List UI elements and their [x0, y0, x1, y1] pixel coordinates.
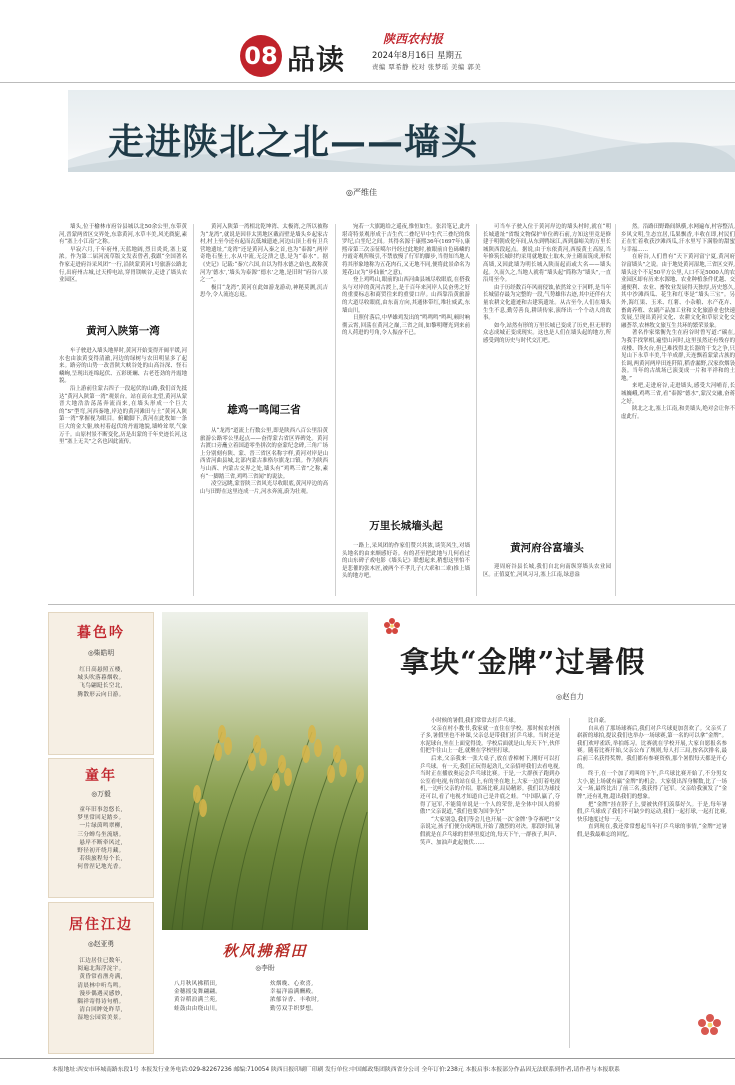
- subheading-1: 黄河入陕第一湾: [86, 325, 160, 337]
- poem-line: 漫步偶遇灵感妙,: [79, 990, 123, 997]
- poem-lines-4a: [174, 980, 264, 1013]
- column-divider: [335, 224, 336, 596]
- column-divider: [193, 224, 194, 596]
- poem-title-3: 居住江边: [69, 917, 133, 933]
- story2-col-1: [420, 718, 560, 847]
- paper-name: 陕西农村报: [383, 32, 444, 46]
- paragraph: 自从看了那场球赛后,我们对乒乓球更加喜欢了。父亲买了崭新的球拍,提议我们也举办一场球赛,第一名的可以拿“金牌”。我们欢呼雀跃,举拍练习。比赛就在学校开展,大家自愿报名参赛。随着比赛开始,父亲公布了规则,每人打三局,按名次排名,最后前三名获得奖牌。我们都有参赛资格,那个暑假每天都是开心的。: [577, 725, 727, 770]
- poem-line: 红日高悬照五楼,: [79, 667, 123, 673]
- paragraph: 可当车子驶入位于黄河岸边的墙头村时,就在“明长城遗址”省级文物保护单位碑石前,方知这里竟是修建于明朝成化年间,从东到鸭绿江,西到嘉峪关的万里长城陕西段起点。据说,由于东依黄河,西接黄土高原,当年修筑长城时约采用就地取土取木,夯土砌而筑成,形似高墙,又因此墙为明长城入陕而起而或大名——墙头起。久而久之,当地人就将“墙头起”简称为“墙头”,一直沿用至今。: [483, 224, 611, 284]
- paragraph: 比自豪。: [588, 718, 610, 724]
- footer-divider: [0, 1058, 735, 1059]
- poem-line: 金穗摇曳舞翩翩。: [174, 989, 222, 996]
- article-col-5: [621, 224, 735, 421]
- paragraph: 凌空远眺,蒙晋陕三省风光尽收眼底,黄河岸边的高山与田野在这里连成一片,河水奔流,蔚为壮观。: [200, 481, 328, 495]
- poem-line: 八月秋风拂稻田,: [174, 981, 218, 987]
- main-title: 走进陕北之北——墙头: [108, 121, 479, 163]
- article-col-3: [342, 224, 470, 338]
- header-date: 2024年8月16日 星期五: [372, 50, 463, 60]
- article-col-4: [483, 224, 611, 346]
- paragraph: “大家别急,我们等会儿也开展一次‘金牌’争夺赛吧!”父亲说完,孩子们便分成两组,开始了激烈的对决。那段时间,暑假就是在乒乓球的世界里度过的,每天下午,一群孩子,叫声、笑声、加油声此起彼伏……: [420, 816, 560, 846]
- paragraph: 迎周府谷县长城,我们自北向南纵穿墙头农业园区。正值夏忙,河风习习,塞上江南,绿意盎: [483, 564, 611, 578]
- plum-flower-icon: [382, 616, 402, 636]
- paragraph: 如今,站然有形的万里长城已变成了历史,但无形的众志成城正变成现实。这也是人们在墙头起的地方,所感受到的历史与时代交汇吧。: [483, 322, 611, 344]
- paragraph: 早寂六月,千年府州,天蓝地阔,烈日炎炎,塞上夏浓。作为第二届河流草版文发表曾者,我跟“全国著名作家走进府谷采风团”一行,沿陕蒙黄河1号旅游公路北行,出府州古城,过天桥电站,穿胃镁峡谷,走进了墙头农业园区。: [59, 246, 187, 284]
- paragraph: 极目“龙湾”,黄河在此如游龙游动,神秘莫测,沉吉思今,令人流连忘返。: [200, 284, 328, 299]
- poem-title-4: 秋风拂稻田: [222, 942, 308, 960]
- header-editors: 责编 覃希静 校对 张梦瑶 美编 郭美: [372, 63, 482, 71]
- poem-lines-3: [48, 957, 154, 1023]
- article-col-1b: [59, 348, 187, 447]
- poem-line: 悬岸不断牵风过,: [79, 839, 123, 846]
- paragraph: 登上鸡鸣山,眼前的山西河曲县城尽收眼底,在搭我头与对岸的黄河古渡上,是千百年来河岸人民奋勇之好的重要标志和商贸往来的重要口岸。山西靠沿黄旅游的大道尽收眼底,由东南方向,其通体带红,堆壮威武,东墙山川。: [342, 277, 470, 314]
- column-divider: [569, 718, 570, 1048]
- footer-text: 本报地址:西安市环城南路东段1号 本报发行业务电话:029-82267236 邮编:710054 陕西日报印刷厂印刷 发行单位:中国邮政集团陕西省分公司 全年订价:238元 本报启事:本报部分作品因无法联系到作者,请作者与本报联系: [52, 1067, 620, 1073]
- poem-author-4: ◎李盼: [255, 964, 275, 972]
- poem-line: 蛙鼓由由绕山川。: [174, 1005, 222, 1012]
- poem-title-1: 暮色吟: [77, 625, 125, 641]
- poem-line: 隅祥寄得诗句梢。: [77, 999, 125, 1006]
- paragraph: 后来,父亲我来一张大桌子,放在香樟树下,刚好可以打乒乓球。有一天,我们正玩得起劲儿,父亲招呼我们去看电视,当时正在播放奥运会乒乓球比赛。于是,一大群孩子跑到办公室看电视,有的站在桌上,有的坐在地上,大家一边盯着电视机,一边听父亲的介绍。那场比赛,局局精彩。我们以为球技还可以,看了电视才知道自己是井底之蛙。“中国队赢了,夺得了冠军,不能简单说是一个人的荣誉,是全体中国人的骄傲!”父亲说道,“我们也要为国争光!”: [420, 755, 560, 816]
- paragraph: 日照付落后,中华雄鸡发出的“鸣鸣鸣”鸣叫,顿时响彻云霄,回荡在黄河之巅,三省之间,如黎明曙光到来前的人荷进的号角,令人振奋不已。: [342, 315, 470, 337]
- subheading-4: 黄河府谷富墙头: [510, 542, 584, 554]
- poem-line: 童年旧事忽悠长,: [79, 807, 123, 813]
- poem-line: 湿地公园赏美景。: [77, 1015, 125, 1022]
- poem-lines-1: [48, 666, 154, 699]
- poem-lines-4b: [270, 980, 362, 1013]
- paragraph: 沿上游前往蒙古四子一段起伏的山路,我们首先抵达“黄河入陕第一湾”观景台。站在高台北望,黄河从蒙晋大地浩浩荡荡奔流而来,在墙头形成一个巨大的“S”型弯,河西秦地,岸边的黄河滩田与土“黄河入陕第一湾”掌握视为眼目。俯瞰脚下,黄河在此牧如一条巨大的金大躯,映衬着起伏的丹霞地貌,墙岭耸翠,气象万千。山原村景不断变化,历是出蒙的千年史迹长河,这里“塞上无关”之名也因此流传。: [59, 385, 187, 446]
- poem-author-1: ◎柴皓明: [87, 649, 115, 657]
- poem-line: 清晨林中听鸟鸣。: [77, 982, 125, 989]
- main-author: ◎严维佳: [346, 188, 377, 197]
- poem-title-2: 童年: [85, 768, 117, 784]
- poem-author-3: ◎赵亚勇: [87, 940, 115, 948]
- poem-line: 江边居住已数年,: [79, 958, 123, 964]
- paragraph: 把“金牌”挂在脖子上,要被伙伴们羡慕好久。于是,每年暑假,乒乓球成了我们不可缺少的运动,我们一起打球,一起打比赛,快乐地度过每一天。: [577, 801, 727, 823]
- story2-author: ◎赵自力: [556, 692, 584, 701]
- story2-col-2: [577, 718, 727, 840]
- poem-line: 阅遍北海浮淀宇。: [77, 966, 125, 973]
- paragraph: 墙头,位于榆林市府谷县城以北50余公里,东带黄河,晋蒙两省区交界处,东靠黄河,水草丰美,风光旖旎,素有“塞上小江南”之称。: [59, 224, 187, 246]
- paragraph: 陕北之北,塞上江南,和美墙头,绝对会让你不虚此行。: [621, 406, 735, 420]
- paragraph: 在府谷,人们曾有“天下黄河富宁夏,黄河府谷富墙头”之说。由于地处黄河湿地,三省区交界,墙头这个不足50平方公里,人口不足5000人的农业园区却有历来水源地、农业种植条件优越、交通便利、农业、畜牧业发展得天独厚,历史悠久,其中沙滩西瓜、花生和红枣是“墙头三宝”。另外,海红果、玉米、红薯、小杂粮、水产花卉、畜禽养殖、农副产品加工业和文化旅游业也快速发展,呈现出黄河文化、农耕文化和草原文化交融荟萃,农林牧文旅互生共环的繁荣景象。: [621, 254, 735, 329]
- article-col-3b: [342, 543, 470, 581]
- subheading-3: 万里长城墙头起: [369, 520, 443, 532]
- rice-field-image: [162, 612, 368, 930]
- poem-line: 何曾涅记地光香。: [77, 864, 125, 871]
- poem-line: 幸福洋溢满酬殿。: [270, 989, 318, 996]
- paragraph: 著名作家梁衡先生在府谷时曾写道:“碳在,为我手找掌相,遍望山河时,这里虽然还有残存的戎楼、锋火台,但已难找得北长器的干戈之争,只见山下永草丰美,牛羊成群,天连飘着蒙蒙古族的长调,两黄河两岸田连阡陌,稻香漏野,汉家炊烟袅袅。当年的古战场已演变成一片和平祥和的土地。”: [621, 330, 735, 382]
- poem-line: 腾散形云向日游。: [77, 691, 125, 698]
- paragraph: 宛若一大旗跑给之遥夜,惟恒如生。张岩笔记,此丹堪奇特景观形成于吉生代二叠纪早中生代三叠纪的侏罗纪,白垩纪之间。其得名源于康熙36年(1697年),康熙帝第三次亲征噶尔丹经过此地时,被眼前自色砾嶙的丹霞奇观所吸引,不禁放慢了行军的脚步,当得知当地人将其形象地称为五花肉石,又无地不同,便将此景命名为莲花山(为“步仙嵌”之意)。: [342, 224, 470, 276]
- section-divider: [48, 604, 735, 605]
- paragraph: 父亲在村小教书,我家就一直住在学校。那时候农村孩子多,暑假里也不补课,父亲总是带我们打乒乓球。当时还是水泥球台,坐在上面觉得烫。学校后面就是山,每天下午,伙伴们把牛往山上一赶,就聚在学校里打球。: [420, 725, 560, 755]
- page-number-badge: [240, 35, 282, 77]
- poem-line: 一片绿茵鸣翠柳,: [79, 823, 123, 830]
- paragraph: 车子驶进入墙头地界时,黄河开始变得开阔平缓,河水也由浊黄变得清澈,河边的绿树与农田明显多了起来。路旁的山势一改晋陕大峡谷处的山高谷深、怪石嶙峋,呈现出连绵起伏、五彩斑斓、古老苍劲的丹霞地貌。: [59, 348, 187, 385]
- column-divider: [476, 224, 477, 596]
- page-number: 08: [240, 35, 282, 77]
- article-col-2b: [200, 428, 328, 496]
- poem-line: 飞鸟翩跹长空北,: [79, 683, 123, 690]
- poem-line: 黄谷稻浪满兰苑,: [174, 997, 218, 1004]
- story2-title: 拿块“金牌”过暑假: [400, 645, 646, 679]
- poem-line: 勤劳双手织梦想。: [270, 1005, 318, 1012]
- poem-line: 炊烟晚、心欢喜,: [270, 981, 314, 987]
- paragraph: 黄河入陕第一湾相北乾坤湾、太极湾,之所以被称为“龙湾”,就说是因非太黑地区戴而壁是墙头乡起家古村,村上至今还有起而瓦低城遗迹,河边山顶上看有卫兵营地遗址,“龙湾”还是黄河入秦之首,也为“泰源”,两岸奇绝石堡土,水从中流,无泛溃之患,是为“泰水”。据《史记》记载:“秦穴六国,自以为得水德之始也,故称黄河为‘德水’,‘墙头为泰源’‘德水’之地,是旧时“府谷八景之一”。: [200, 224, 328, 284]
- poem-lines-2: [48, 806, 154, 872]
- poem-line: 城头吹落暮烟收。: [77, 675, 125, 682]
- paragraph: 然。沿路田野路间纵横,水网遍布,村容整洁,乡风文明,生态宜居,瓜果飘香,丰收在即,村民们正在忙着收获沙滩西瓜,汗水里写下满脸的甜蜜与幸福……: [621, 224, 735, 253]
- paragraph: 终于,在一个加了鸡叫的下午,乒乓球比赛开始了,不分男女大小,能上场就有赢“金牌”的机会。大家使出浑身解数,比了一场又一场,最终比出了前三名,我获得了冠军。父亲给我颁发了“金牌”,还有礼物,超出我们的想象。: [577, 771, 727, 800]
- subheading-2: 雄鸡一鸣闻三省: [227, 404, 301, 416]
- paragraph: 由于历经数百年风雨侵蚀,依然耸立于河畔,是当年长城留存最为完整的一段,气势雄伟古迹,其中还伴有大量农耕文化遗迹和古建筑遗址。从古至今,人们在墙头生生不息,勤劳善良,耕读传家,演绎出一个个动人的故事。: [483, 284, 611, 322]
- poem-line: 清白回眸处昨草,: [79, 1007, 123, 1014]
- article-col-1: [59, 224, 187, 285]
- paragraph: 直到现在,我还常常想起当年打乒乓球的事情,“金牌”过暑假,是我最难忘的回忆。: [577, 824, 727, 838]
- flower-decoration-icon: [690, 1010, 730, 1040]
- paragraph: 小时候的暑假,我们常常去打乒乓球。: [431, 718, 519, 724]
- article-col-2: [200, 224, 328, 300]
- poem-line: 浓郁谷香、丰收时,: [270, 997, 320, 1004]
- paragraph: 从“龙湾”道流上行数公里,即是陕西八百公里沿黄旅游公路零公里起点——奋得蒙古省区界碑处。黄河古渡口旁矗立着国道零坐拼次的奋蒙纪念碑,三角广场上分别刻有陕、蒙、晋三省区名称字样,黄河对岸是山西省河曲县城,北部内蒙古准格尔旗龙口镇。作为陕西与山西、内蒙古交界之处,墙头有“鸡鸣三省”之称,素有“一脚踏三省,鸡鸣三省闻”的说法。: [200, 428, 328, 480]
- paragraph: 一路上,采风团的作家们赞兴其浓,谈笑风生,对墙头地名的由来颇感好奇。有的甚至把此地与几何看过的山东碑子戏电影《墙头记》联想起来,稍想这里怕不是悲催的张木匠,被两个不孝儿子(大乖和二乖)推上墙头的地方吧。: [342, 543, 470, 580]
- poem-line: 野径初开绕月藏。: [77, 848, 125, 855]
- poem-line: 梦里常回足踏乡。: [77, 815, 125, 822]
- article-col-4b: [483, 564, 611, 579]
- poem-author-2: ◎万毅: [91, 790, 111, 798]
- rice-stalks: [162, 612, 368, 930]
- poem-line: 若续旅程每个长,: [79, 856, 123, 863]
- poem-line: 三分蝉鸟坐流塘。: [77, 831, 125, 838]
- paragraph: 来吧,走进府谷,走进墙头,感受大河哺育,长城巍峨,鸡鸣三省,看“泰源”德水”,蒙汉交融,奋蒋之好。: [621, 383, 735, 405]
- section-title: 品读: [287, 43, 346, 76]
- poem-line: 黄昏常看渔舟满,: [79, 974, 123, 981]
- column-divider: [615, 224, 616, 596]
- header-divider: [0, 82, 735, 83]
